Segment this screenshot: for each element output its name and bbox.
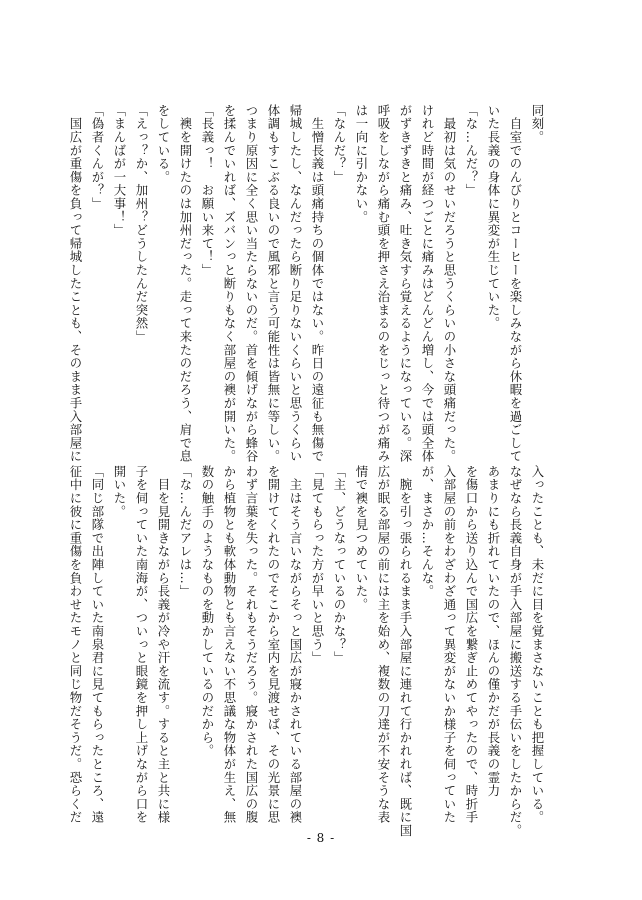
text-line: を開けてくれたのでそこから室内を見渡せば、その光景に思: [266, 465, 281, 825]
text-line: 「偽者くんが？」: [90, 104, 105, 211]
text-line: 「なんだ？」: [332, 104, 347, 184]
text-line: 「な…んだ？」: [464, 104, 479, 198]
page-number: - 8 -: [306, 831, 336, 845]
text-line: 目を見開きながら長義が冷や汗を流す。すると主と共に様: [156, 465, 171, 825]
text-line: 数の触手のようなものを動かしているのだから。: [200, 465, 215, 758]
text-line: 主はそう言いながらそっと国広が寢かされている部屋の襖: [288, 465, 303, 825]
text-line: が、まさか…そんな。: [420, 465, 435, 598]
text-line: 自室でのんびりとコーヒーを楽しみながら休暇を過ごして: [508, 104, 523, 464]
text-line: 帰城したし、なんだったら断り足りないくらいと思うくらい: [288, 104, 303, 464]
text-line: つまり原因に全く思い当たらないのだ。首を傾げながら蜂谷: [244, 104, 259, 464]
text-line: あまりにも折れていたので、ほんの僅かだが長義の霊力: [486, 465, 501, 798]
text-line: 国広が重傷を負って帰城したことも、そのまま手入部屋に: [68, 104, 83, 464]
text-line: 入ったことも、未だに目を覚まさないことも把握している。: [530, 465, 545, 825]
text-line: 入部屋の前をわざわざ通って異変がないか様子を伺っていた: [442, 465, 457, 825]
text-line: を傷口から送り込んで国広を繋ぎ止めてやったので、時折手: [464, 465, 479, 825]
text-line: いた長義の身体に異変が生じていた。: [486, 104, 501, 331]
text-line: 「まんばが一大事！」: [112, 104, 127, 237]
text-line: 生憎長義は頭痛持ちの個体ではない。昨日の遠征も無傷で: [310, 104, 325, 464]
text-line: 開いた。: [112, 465, 127, 519]
bottom-text-block: [68, 465, 548, 838]
text-line: 呼吸をしながら痛む頭を押さえ治まるのをじっと待つが痛み: [376, 104, 391, 464]
text-line: 征中に彼に重傷を負わせたモノと同じ物だそうだ。恐らくだ: [68, 465, 83, 825]
text-line: なぜなら長義自身が手入部屋に搬送する手伝いをしたからだ。: [508, 465, 523, 838]
text-line: 情で襖を見つめていた。: [354, 465, 369, 612]
text-line: 襖を開けたのは加州だった。走って来たのだろう、肩で息: [178, 104, 193, 464]
text-line: 「長義っ！ お願い来て！」: [200, 104, 215, 277]
text-line: けれど時間が経つごとに痛みはどんどん増し、今では頭全体: [420, 104, 435, 464]
text-line: から植物とも軟体動物とも言えない不思議な物体が生え、無: [222, 465, 237, 825]
text-line: 最初は気のせいだろうと思うくらいの小さな頭痛だった。: [442, 104, 457, 464]
text-line: 「同じ部隊で出陣していた南泉君に見てもらったところ、遠: [90, 465, 105, 825]
text-line: 同刻。: [530, 104, 545, 144]
text-line: は一向に引かない。: [354, 104, 369, 224]
text-line: わず言葉を失った。それもそうだろう。寢かされた国広の腹: [244, 465, 259, 825]
top-text-block: [68, 104, 548, 464]
text-line: を揉んでいれば、ズバンっと断りもなく部屋の襖が開いた。: [222, 104, 237, 464]
text-line: 子を伺っていた南海が、ついっと眼鏡を押し上げながら口を: [134, 465, 149, 825]
text-line: をしている。: [156, 104, 171, 184]
text-line: 「主、どうなっているのかな？」: [332, 465, 347, 665]
text-line: 腕を引っ張られるまま手入部屋に連れて行かれれば、既に国: [398, 465, 413, 838]
text-line: 広が眠る部屋の前には主を始め、複数の刀達が不安そうな表: [376, 465, 391, 825]
text-line: がずきずきと痛み、吐き気すら覚えるようになっている。深: [398, 104, 413, 464]
text-line: 「見てもらった方が早いと思う」: [310, 465, 325, 665]
text-line: 体調もすこぶる良いので風邪と言う可能性は皆無に等しい。: [266, 104, 281, 464]
text-line: 「な…んだアレは…」: [178, 465, 193, 598]
text-line: 「えっ？か、加州？どうしたんだ突然」: [134, 104, 149, 344]
